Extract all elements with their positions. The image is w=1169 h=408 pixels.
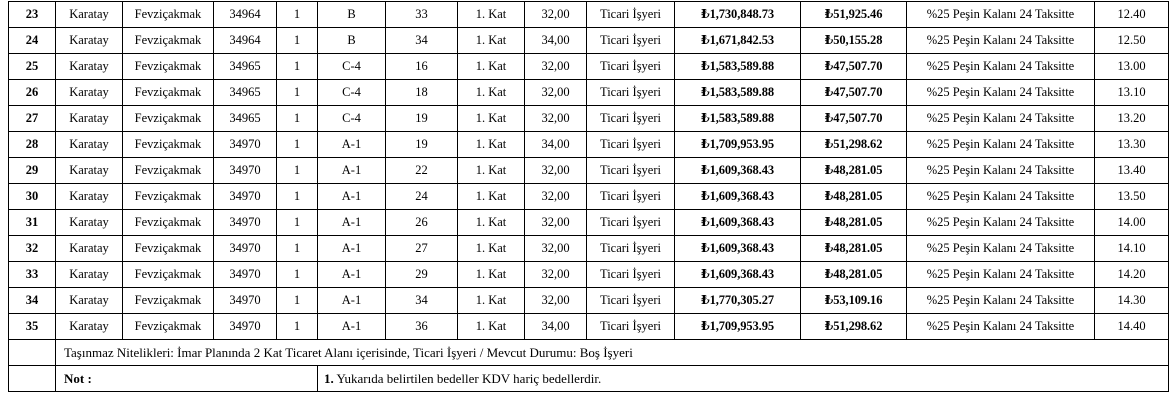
- cell-blok: A-1: [318, 236, 386, 262]
- cell-no: 30: [9, 184, 56, 210]
- cell-bagimsiz: 34: [386, 28, 458, 54]
- cell-teminat: ₺53,109.16: [801, 288, 907, 314]
- cell-no: 25: [9, 54, 56, 80]
- cell-muhammen: ₺1,609,368.43: [675, 236, 801, 262]
- cell-alan: 32,00: [525, 262, 587, 288]
- cell-nitelik: Ticari İşyeri: [587, 132, 675, 158]
- cell-ada: 34970: [214, 184, 277, 210]
- cell-kat: 1. Kat: [458, 132, 525, 158]
- cell-no: 32: [9, 236, 56, 262]
- cell-mahalle: Fevziçakmak: [123, 158, 214, 184]
- cell-kat: 1. Kat: [458, 106, 525, 132]
- note-row: [9, 366, 1169, 392]
- cell-ada: 34964: [214, 2, 277, 28]
- cell-ada: 34970: [214, 262, 277, 288]
- cell-no: 34: [9, 288, 56, 314]
- cell-saat: 12.50: [1095, 28, 1169, 54]
- cell-alan: 34,00: [525, 132, 587, 158]
- cell-ilce: Karatay: [56, 236, 123, 262]
- cell-ada: 34970: [214, 288, 277, 314]
- table-row: [9, 54, 1169, 80]
- table-row: [9, 2, 1169, 28]
- note-text-cell: [318, 366, 1169, 392]
- cell-nitelik: Ticari İşyeri: [587, 106, 675, 132]
- cell-blok: A-1: [318, 288, 386, 314]
- table-row: [9, 314, 1169, 340]
- cell-blok: C-4: [318, 106, 386, 132]
- cell-parsel: 1: [277, 28, 318, 54]
- cell-parsel: 1: [277, 80, 318, 106]
- auction-listing-sheet: [0, 1, 1146, 408]
- cell-nitelik: Ticari İşyeri: [587, 184, 675, 210]
- cell-ada: 34970: [214, 210, 277, 236]
- cell-mahalle: Fevziçakmak: [123, 288, 214, 314]
- cell-ada: 34965: [214, 80, 277, 106]
- cell-bagimsiz: 33: [386, 2, 458, 28]
- cell-bagimsiz: 34: [386, 288, 458, 314]
- cell-alan: 32,00: [525, 288, 587, 314]
- footer-row-number-spacer: [9, 340, 56, 366]
- cell-odeme: %25 Peşin Kalanı 24 Taksitte: [907, 158, 1095, 184]
- cell-ada: 34970: [214, 132, 277, 158]
- note-row-number-spacer: [9, 366, 56, 392]
- cell-kat: 1. Kat: [458, 80, 525, 106]
- cell-blok: B: [318, 28, 386, 54]
- cell-saat: 13.00: [1095, 54, 1169, 80]
- cell-bagimsiz: 36: [386, 314, 458, 340]
- cell-teminat: ₺48,281.05: [801, 236, 907, 262]
- cell-blok: B: [318, 2, 386, 28]
- cell-muhammen: ₺1,609,368.43: [675, 158, 801, 184]
- cell-saat: 13.10: [1095, 80, 1169, 106]
- cell-kat: 1. Kat: [458, 184, 525, 210]
- cell-nitelik: Ticari İşyeri: [587, 288, 675, 314]
- cell-muhammen: ₺1,709,953.95: [675, 132, 801, 158]
- cell-parsel: 1: [277, 54, 318, 80]
- table-row: [9, 106, 1169, 132]
- table-row: [9, 158, 1169, 184]
- cell-bagimsiz: 27: [386, 236, 458, 262]
- cell-teminat: ₺48,281.05: [801, 262, 907, 288]
- cell-saat: 13.30: [1095, 132, 1169, 158]
- cell-no: 24: [9, 28, 56, 54]
- cell-saat: 13.20: [1095, 106, 1169, 132]
- cell-no: 31: [9, 210, 56, 236]
- cell-muhammen: ₺1,671,842.53: [675, 28, 801, 54]
- cell-ada: 34970: [214, 236, 277, 262]
- table-row: [9, 236, 1169, 262]
- cell-alan: 32,00: [525, 106, 587, 132]
- cell-mahalle: Fevziçakmak: [123, 106, 214, 132]
- cell-saat: 14.10: [1095, 236, 1169, 262]
- cell-odeme: %25 Peşin Kalanı 24 Taksitte: [907, 28, 1095, 54]
- cell-alan: 34,00: [525, 28, 587, 54]
- note-number: 1.: [324, 370, 334, 386]
- cell-odeme: %25 Peşin Kalanı 24 Taksitte: [907, 210, 1095, 236]
- cell-parsel: 1: [277, 236, 318, 262]
- cell-ilce: Karatay: [56, 2, 123, 28]
- cell-mahalle: Fevziçakmak: [123, 314, 214, 340]
- cell-no: 27: [9, 106, 56, 132]
- cell-kat: 1. Kat: [458, 158, 525, 184]
- cell-parsel: 1: [277, 262, 318, 288]
- cell-odeme: %25 Peşin Kalanı 24 Taksitte: [907, 262, 1095, 288]
- cell-mahalle: Fevziçakmak: [123, 262, 214, 288]
- cell-odeme: %25 Peşin Kalanı 24 Taksitte: [907, 2, 1095, 28]
- cell-nitelik: Ticari İşyeri: [587, 28, 675, 54]
- cell-nitelik: Ticari İşyeri: [587, 210, 675, 236]
- cell-mahalle: Fevziçakmak: [123, 28, 214, 54]
- cell-parsel: 1: [277, 184, 318, 210]
- cell-teminat: ₺47,507.70: [801, 106, 907, 132]
- cell-parsel: 1: [277, 132, 318, 158]
- cell-mahalle: Fevziçakmak: [123, 236, 214, 262]
- cell-kat: 1. Kat: [458, 262, 525, 288]
- cell-blok: C-4: [318, 54, 386, 80]
- cell-muhammen: ₺1,730,848.73: [675, 2, 801, 28]
- cell-nitelik: Ticari İşyeri: [587, 314, 675, 340]
- cell-no: 33: [9, 262, 56, 288]
- cell-mahalle: Fevziçakmak: [123, 2, 214, 28]
- cell-no: 29: [9, 158, 56, 184]
- cell-bagimsiz: 29: [386, 262, 458, 288]
- cell-muhammen: ₺1,609,368.43: [675, 210, 801, 236]
- cell-mahalle: Fevziçakmak: [123, 210, 214, 236]
- cell-nitelik: Ticari İşyeri: [587, 80, 675, 106]
- cell-blok: A-1: [318, 184, 386, 210]
- cell-odeme: %25 Peşin Kalanı 24 Taksitte: [907, 80, 1095, 106]
- cell-ada: 34970: [214, 314, 277, 340]
- cell-bagimsiz: 19: [386, 106, 458, 132]
- cell-muhammen: ₺1,583,589.88: [675, 54, 801, 80]
- cell-blok: A-1: [318, 314, 386, 340]
- cell-teminat: ₺47,507.70: [801, 54, 907, 80]
- cell-mahalle: Fevziçakmak: [123, 132, 214, 158]
- cell-kat: 1. Kat: [458, 210, 525, 236]
- cell-muhammen: ₺1,770,305.27: [675, 288, 801, 314]
- cell-saat: 13.50: [1095, 184, 1169, 210]
- cell-kat: 1. Kat: [458, 288, 525, 314]
- cell-kat: 1. Kat: [458, 28, 525, 54]
- cell-teminat: ₺48,281.05: [801, 210, 907, 236]
- cell-mahalle: Fevziçakmak: [123, 54, 214, 80]
- cell-ada: 34970: [214, 158, 277, 184]
- cell-parsel: 1: [277, 314, 318, 340]
- property-auction-table: [8, 1, 1169, 392]
- cell-saat: 13.40: [1095, 158, 1169, 184]
- cell-alan: 32,00: [525, 210, 587, 236]
- cell-parsel: 1: [277, 2, 318, 28]
- cell-bagimsiz: 24: [386, 184, 458, 210]
- cell-blok: A-1: [318, 132, 386, 158]
- property-characteristics-row: [9, 340, 1169, 366]
- cell-no: 23: [9, 2, 56, 28]
- cell-blok: A-1: [318, 158, 386, 184]
- cell-ilce: Karatay: [56, 80, 123, 106]
- cell-alan: 32,00: [525, 184, 587, 210]
- cell-nitelik: Ticari İşyeri: [587, 54, 675, 80]
- cell-parsel: 1: [277, 106, 318, 132]
- cell-odeme: %25 Peşin Kalanı 24 Taksitte: [907, 106, 1095, 132]
- note-label: Not :: [56, 366, 318, 392]
- table-body: [9, 2, 1169, 392]
- cell-muhammen: ₺1,709,953.95: [675, 314, 801, 340]
- cell-parsel: 1: [277, 210, 318, 236]
- cell-odeme: %25 Peşin Kalanı 24 Taksitte: [907, 236, 1095, 262]
- table-row: [9, 288, 1169, 314]
- cell-teminat: ₺51,925.46: [801, 2, 907, 28]
- cell-odeme: %25 Peşin Kalanı 24 Taksitte: [907, 132, 1095, 158]
- cell-blok: A-1: [318, 262, 386, 288]
- cell-nitelik: Ticari İşyeri: [587, 262, 675, 288]
- cell-kat: 1. Kat: [458, 2, 525, 28]
- cell-no: 35: [9, 314, 56, 340]
- cell-parsel: 1: [277, 288, 318, 314]
- cell-odeme: %25 Peşin Kalanı 24 Taksitte: [907, 184, 1095, 210]
- cell-ilce: Karatay: [56, 184, 123, 210]
- cell-nitelik: Ticari İşyeri: [587, 158, 675, 184]
- cell-teminat: ₺48,281.05: [801, 158, 907, 184]
- note-body-text: Yukarıda belirtilen bedeller KDV hariç bedellerdir.: [336, 370, 602, 386]
- cell-kat: 1. Kat: [458, 236, 525, 262]
- cell-muhammen: ₺1,609,368.43: [675, 262, 801, 288]
- cell-bagimsiz: 16: [386, 54, 458, 80]
- cell-muhammen: ₺1,583,589.88: [675, 80, 801, 106]
- cell-mahalle: Fevziçakmak: [123, 184, 214, 210]
- cell-alan: 32,00: [525, 236, 587, 262]
- cell-odeme: %25 Peşin Kalanı 24 Taksitte: [907, 54, 1095, 80]
- cell-teminat: ₺51,298.62: [801, 314, 907, 340]
- cell-ilce: Karatay: [56, 262, 123, 288]
- table-row: [9, 28, 1169, 54]
- cell-bagimsiz: 26: [386, 210, 458, 236]
- cell-odeme: %25 Peşin Kalanı 24 Taksitte: [907, 314, 1095, 340]
- cell-saat: 14.40: [1095, 314, 1169, 340]
- cell-ilce: Karatay: [56, 314, 123, 340]
- cell-kat: 1. Kat: [458, 314, 525, 340]
- cell-alan: 32,00: [525, 2, 587, 28]
- cell-ilce: Karatay: [56, 54, 123, 80]
- cell-ilce: Karatay: [56, 106, 123, 132]
- cell-blok: C-4: [318, 80, 386, 106]
- cell-nitelik: Ticari İşyeri: [587, 2, 675, 28]
- cell-blok: A-1: [318, 210, 386, 236]
- cell-ilce: Karatay: [56, 210, 123, 236]
- cell-saat: 14.20: [1095, 262, 1169, 288]
- cell-alan: 32,00: [525, 54, 587, 80]
- table-row: [9, 184, 1169, 210]
- table-row: [9, 80, 1169, 106]
- cell-no: 28: [9, 132, 56, 158]
- cell-saat: 12.40: [1095, 2, 1169, 28]
- cell-ada: 34965: [214, 54, 277, 80]
- cell-saat: 14.30: [1095, 288, 1169, 314]
- table-row: [9, 210, 1169, 236]
- cell-ilce: Karatay: [56, 28, 123, 54]
- cell-bagimsiz: 22: [386, 158, 458, 184]
- cell-ilce: Karatay: [56, 158, 123, 184]
- cell-bagimsiz: 19: [386, 132, 458, 158]
- cell-alan: 32,00: [525, 80, 587, 106]
- cell-mahalle: Fevziçakmak: [123, 80, 214, 106]
- cell-teminat: ₺47,507.70: [801, 80, 907, 106]
- cell-alan: 32,00: [525, 158, 587, 184]
- cell-kat: 1. Kat: [458, 54, 525, 80]
- cell-ada: 34965: [214, 106, 277, 132]
- cell-muhammen: ₺1,583,589.88: [675, 106, 801, 132]
- cell-no: 26: [9, 80, 56, 106]
- cell-ilce: Karatay: [56, 288, 123, 314]
- cell-teminat: ₺50,155.28: [801, 28, 907, 54]
- table-row: [9, 262, 1169, 288]
- property-characteristics-text: Taşınmaz Nitelikleri: İmar Planında 2 Kat Ticaret Alanı içerisinde, Ticari İşyeri / Mevcut Durumu: Boş İşyeri: [56, 340, 1169, 366]
- cell-saat: 14.00: [1095, 210, 1169, 236]
- table-row: [9, 132, 1169, 158]
- cell-teminat: ₺48,281.05: [801, 184, 907, 210]
- cell-bagimsiz: 18: [386, 80, 458, 106]
- cell-alan: 34,00: [525, 314, 587, 340]
- cell-nitelik: Ticari İşyeri: [587, 236, 675, 262]
- cell-teminat: ₺51,298.62: [801, 132, 907, 158]
- cell-parsel: 1: [277, 158, 318, 184]
- cell-muhammen: ₺1,609,368.43: [675, 184, 801, 210]
- cell-odeme: %25 Peşin Kalanı 24 Taksitte: [907, 288, 1095, 314]
- cell-ilce: Karatay: [56, 132, 123, 158]
- cell-ada: 34964: [214, 28, 277, 54]
